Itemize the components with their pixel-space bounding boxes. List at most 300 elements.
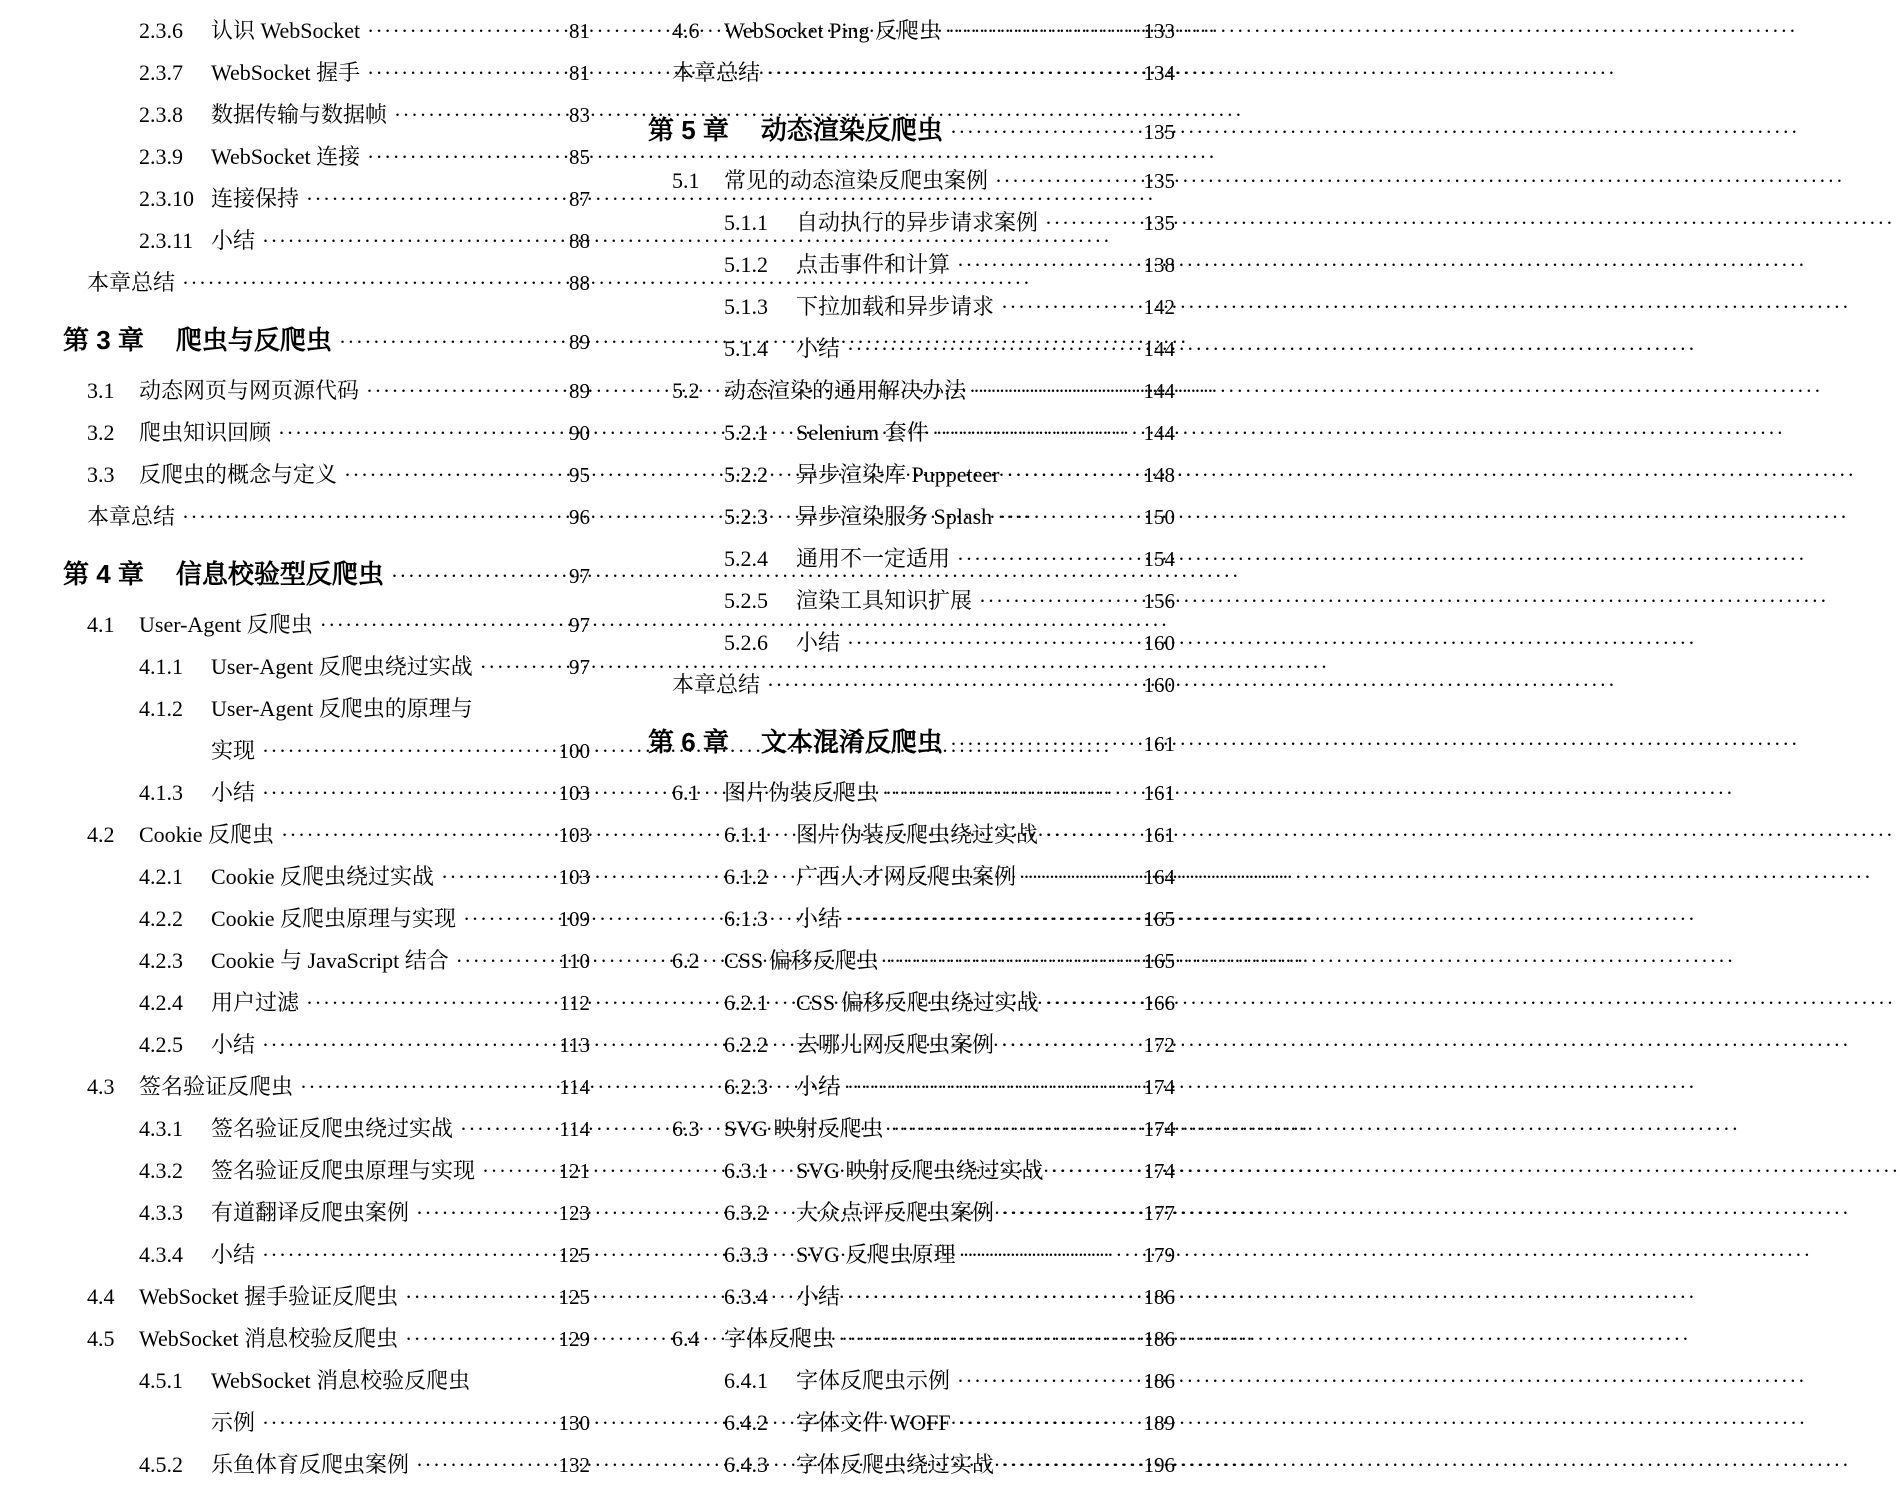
entry-title: 小结: [211, 1242, 256, 1267]
dot-leader: [1001, 1024, 1138, 1066]
dot-leader: [1006, 454, 1138, 496]
entry-title: 动态渲染反爬虫: [760, 115, 943, 145]
page-number: 150: [1143, 505, 1175, 529]
entry-title: 去哪儿网反爬虫案例: [796, 1032, 995, 1057]
page-number: 179: [1143, 1243, 1175, 1267]
entry-title: 小结: [211, 228, 256, 253]
entry-title: 渲染工具知识扩展: [796, 588, 973, 613]
entry-title: 异步渲染库 Puppeteer: [796, 462, 1000, 487]
toc-entry: [63, 546, 590, 602]
dot-leader: [320, 604, 564, 646]
entry-number: 4.1.2: [139, 696, 183, 721]
toc-entry: [63, 1444, 590, 1486]
page-number: 90: [569, 421, 590, 445]
entry-title: 字体反爬虫绕过实战: [796, 1452, 995, 1477]
toc-entry: [648, 496, 1175, 538]
entry-number: 4.6: [672, 18, 700, 43]
entry-title: User-Agent 反爬虫: [139, 612, 313, 637]
page-number: 174: [1143, 1117, 1175, 1141]
entry-number: 5.2.5: [724, 588, 768, 613]
entry-title: 本章总结: [87, 270, 176, 295]
page-number: 189: [1143, 1411, 1175, 1435]
page-number: 177: [1143, 1201, 1175, 1225]
entry-number: 第 4 章: [63, 559, 144, 589]
entry-title: SVG 映射反爬虫: [724, 1116, 884, 1141]
entry-title: Selenium 套件: [796, 420, 929, 445]
dot-leader: [482, 1150, 553, 1192]
dot-leader: [841, 1318, 1138, 1360]
page-number: 87: [569, 187, 590, 211]
entry-title: 乐鱼体育反爬虫案例: [211, 1452, 410, 1477]
page-number: 103: [558, 781, 590, 805]
toc-entry: [648, 1360, 1175, 1402]
toc-entry: [63, 1024, 590, 1066]
dot-leader: [405, 1276, 553, 1318]
entry-number: 4.2: [87, 822, 115, 847]
entry-title: 下拉加载和异步请求: [796, 294, 995, 319]
dot-leader: [262, 1234, 553, 1276]
entry-title: 动态网页与网页源代码: [139, 378, 360, 403]
toc-entry: [63, 1318, 590, 1360]
page-number: 142: [1143, 295, 1175, 319]
dot-leader: [995, 160, 1138, 202]
entry-number: 4.2.4: [139, 990, 183, 1015]
toc-entry: [63, 412, 590, 454]
entry-title: 小结: [211, 780, 256, 805]
entry-title: 数据传输与数据帧: [211, 102, 388, 127]
page-number: 144: [1143, 421, 1175, 445]
dot-leader: [456, 940, 555, 982]
toc-entry: [648, 622, 1175, 664]
toc-entry: [63, 1276, 590, 1318]
entry-number: 6.1: [672, 780, 700, 805]
page-number: 135: [1143, 169, 1175, 193]
entry-number: 6.3.1: [724, 1158, 768, 1183]
toc-entry: [648, 982, 1175, 1024]
entry-number: 6.2: [672, 948, 700, 973]
dot-leader: [278, 412, 564, 454]
dot-leader: [1023, 856, 1138, 898]
entry-number: 2.3.11: [139, 228, 194, 253]
entry-number: 4.2.2: [139, 906, 183, 931]
page-number: 164: [1143, 865, 1175, 889]
entry-number: 5.2.6: [724, 630, 768, 655]
toc-entry: [648, 814, 1175, 856]
page-number: 174: [1143, 1075, 1175, 1099]
toc-entry: [648, 664, 1175, 706]
page-number: 114: [559, 1117, 590, 1141]
page-number: 160: [1143, 631, 1175, 655]
entry-number: 2.3.6: [139, 18, 183, 43]
toc-entry: [648, 1150, 1175, 1192]
toc-entry: [648, 160, 1175, 202]
toc-entry: [648, 538, 1175, 580]
toc-entry: [63, 688, 590, 730]
entry-number: 5.1.1: [724, 210, 768, 235]
entry-number: 4.1.3: [139, 780, 183, 805]
page-number: 144: [1143, 379, 1175, 403]
entry-number: 4.5: [87, 1326, 115, 1351]
page-number: 125: [558, 1285, 590, 1309]
entry-title: 自动执行的异步请求案例: [796, 210, 1039, 235]
entry-title: 小结: [796, 1284, 841, 1309]
entry-title: 用户过滤: [211, 990, 300, 1015]
dot-leader: [394, 94, 564, 136]
toc-entry: [648, 1024, 1175, 1066]
entry-number: 4.2.5: [139, 1032, 183, 1057]
toc-entry: [63, 312, 590, 368]
entry-number: 6.2.2: [724, 1032, 768, 1057]
entry-title: 爬虫与反爬虫: [175, 325, 332, 355]
toc-entry: [63, 604, 590, 646]
entry-number: 4.3: [87, 1074, 115, 1099]
dot-leader: [847, 1066, 1138, 1108]
entry-number: 6.2.1: [724, 990, 768, 1015]
entry-title: 实现: [211, 738, 256, 763]
toc-entry: [648, 940, 1175, 982]
toc-entry: [648, 1318, 1175, 1360]
dot-leader: [441, 856, 553, 898]
entry-number: 4.3.3: [139, 1200, 183, 1225]
entry-title: SVG 反爬虫原理: [796, 1242, 956, 1267]
page-number: 135: [1143, 120, 1175, 144]
page-number: 88: [569, 271, 590, 295]
dot-leader: [847, 622, 1138, 664]
toc-entry: [648, 286, 1175, 328]
page-number: 97: [569, 564, 590, 588]
entry-number: 6.1.2: [724, 864, 768, 889]
toc-entry: [63, 220, 590, 262]
dot-leader: [963, 1234, 1139, 1276]
dot-leader: [950, 714, 1139, 772]
toc-entry: [648, 244, 1175, 286]
page-number: 134: [1143, 61, 1175, 85]
toc-entry: [648, 1108, 1175, 1150]
dot-leader: [339, 312, 564, 370]
dot-leader: [885, 772, 1138, 814]
entry-title: 小结: [796, 906, 841, 931]
dot-leader: [262, 772, 553, 814]
page-number: 132: [558, 1453, 590, 1477]
entry-number: 2.3.7: [139, 60, 183, 85]
entry-number: 6.4.2: [724, 1410, 768, 1435]
toc-entry: [648, 580, 1175, 622]
entry-number: 3.1: [87, 378, 115, 403]
toc-entry: [63, 1234, 590, 1276]
page-number: 154: [1143, 547, 1175, 571]
toc-entry: [63, 730, 590, 772]
entry-title: 字体反爬虫示例: [796, 1368, 951, 1393]
entry-number: 5.1.4: [724, 336, 768, 361]
toc-entry: [63, 1402, 590, 1444]
entry-number: 4.3.1: [139, 1116, 183, 1141]
entry-title: 反爬虫的概念与定义: [139, 462, 338, 487]
entry-number: 4.5.2: [139, 1452, 183, 1477]
page-number: 196: [1143, 1453, 1175, 1477]
entry-number: 6.4: [672, 1326, 700, 1351]
entry-number: 4.3.4: [139, 1242, 183, 1267]
dot-leader: [1051, 1150, 1139, 1192]
toc-entry: [648, 1066, 1175, 1108]
dot-leader: [886, 940, 1139, 982]
page-number: 186: [1143, 1369, 1175, 1393]
toc-entry: [63, 646, 590, 688]
entry-title: 图片伪装反爬虫绕过实战: [796, 822, 1039, 847]
entry-title: Cookie 反爬虫绕过实战: [211, 864, 435, 889]
dot-leader: [950, 102, 1139, 160]
dot-leader: [891, 1108, 1139, 1150]
dot-leader: [182, 262, 564, 304]
toc-entry: [63, 772, 590, 814]
dot-leader: [480, 646, 564, 688]
page-number: 133: [1143, 19, 1175, 43]
entry-number: 5.2.2: [724, 462, 768, 487]
dot-leader: [948, 10, 1139, 52]
toc-entry: [648, 1234, 1175, 1276]
dot-leader: [391, 546, 564, 604]
entry-number: 5.2: [672, 378, 700, 403]
toc-entry: [63, 370, 590, 412]
toc-entry: [63, 898, 590, 940]
toc-entry: [63, 94, 590, 136]
dot-leader: [416, 1444, 553, 1486]
entry-number: 第 3 章: [63, 325, 144, 355]
toc-entry: [648, 1444, 1175, 1486]
page-number: 130: [558, 1411, 590, 1435]
entry-number: 6.4.1: [724, 1368, 768, 1393]
toc-entry: [648, 772, 1175, 814]
entry-title: Cookie 反爬虫: [139, 822, 275, 847]
entry-number: 4.3.2: [139, 1158, 183, 1183]
dot-leader: [847, 898, 1138, 940]
dot-leader: [767, 52, 1138, 94]
entry-title: 小结: [796, 1074, 841, 1099]
entry-title: 连接保持: [211, 186, 300, 211]
toc-entry: [648, 714, 1175, 770]
entry-title: 本章总结: [672, 672, 761, 697]
entry-title: 小结: [796, 630, 841, 655]
page-number: 103: [558, 865, 590, 889]
dot-leader: [300, 1066, 554, 1108]
dot-leader: [366, 370, 564, 412]
page-number: 161: [1143, 781, 1175, 805]
page-number: 129: [558, 1327, 590, 1351]
page-number: 96: [569, 505, 590, 529]
entry-title: 大众点评反爬虫案例: [796, 1200, 995, 1225]
dot-leader: [262, 1024, 554, 1066]
page-number: 138: [1143, 253, 1175, 277]
entry-title: 小结: [211, 1032, 256, 1057]
toc-entry: [648, 52, 1175, 94]
dot-leader: [936, 412, 1139, 454]
dot-leader: [767, 664, 1138, 706]
page-number: 161: [1143, 823, 1175, 847]
page-number: 97: [569, 655, 590, 679]
toc-entry: [648, 856, 1175, 898]
entry-number: 6.1.3: [724, 906, 768, 931]
entry-number: 4.4: [87, 1284, 115, 1309]
entry-number: 2.3.9: [139, 144, 183, 169]
toc-entry: [63, 52, 590, 94]
page-number: 125: [558, 1243, 590, 1267]
entry-number: 6.3: [672, 1116, 700, 1141]
dot-leader: [344, 454, 564, 496]
dot-leader: [979, 580, 1138, 622]
entry-title: 认识 WebSocket: [211, 18, 361, 43]
dot-leader: [367, 52, 564, 94]
toc-column-right: [648, 10, 1175, 1477]
entry-number: 6.3.4: [724, 1284, 768, 1309]
toc-entry: [63, 1108, 590, 1150]
toc-entry: [63, 10, 590, 52]
entry-number: 2.3.8: [139, 102, 183, 127]
page-number: 172: [1143, 1033, 1175, 1057]
page-number: 160: [1143, 673, 1175, 697]
dot-leader: [1045, 814, 1138, 856]
dot-leader: [847, 328, 1138, 370]
entry-title: 点击事件和计算: [796, 252, 951, 277]
page-number: 114: [559, 1075, 590, 1099]
toc-entry: [63, 136, 590, 178]
entry-title: WebSocket 消息校验反爬虫: [211, 1368, 471, 1393]
entry-title: 通用不一定适用: [796, 546, 951, 571]
page-number: 89: [569, 379, 590, 403]
toc-entry: [63, 940, 590, 982]
toc-entry: [63, 1192, 590, 1234]
page-number: 161: [1143, 732, 1175, 756]
entry-title: WebSocket 握手: [211, 60, 361, 85]
page-number: 97: [569, 613, 590, 637]
dot-leader: [182, 496, 564, 538]
entry-title: SVG 映射反爬虫绕过实战: [796, 1158, 1044, 1183]
toc-entry: [63, 1066, 590, 1108]
dot-leader: [1046, 982, 1139, 1024]
entry-number: 4.1.1: [139, 654, 183, 679]
page-number: 135: [1143, 211, 1175, 235]
page-number: 186: [1143, 1285, 1175, 1309]
dot-leader: [262, 730, 553, 772]
page-number: 81: [569, 61, 590, 85]
toc-entry: [648, 898, 1175, 940]
dot-leader: [306, 982, 554, 1024]
entry-title: 常见的动态渲染反爬虫案例: [724, 168, 989, 193]
page-number: 100: [558, 739, 590, 763]
entry-title: WebSocket Ping 反爬虫: [724, 18, 941, 43]
entry-number: 第 5 章: [648, 115, 729, 145]
entry-number: 5.1: [672, 168, 700, 193]
page-number: 95: [569, 463, 590, 487]
page-number: 121: [558, 1159, 590, 1183]
entry-title: 爬虫知识回顾: [139, 420, 272, 445]
entry-title: 广西人才网反爬虫案例: [796, 864, 1017, 889]
entry-number: 5.2.3: [724, 504, 768, 529]
dot-leader: [957, 1360, 1138, 1402]
toc-entry: [63, 856, 590, 898]
entry-number: 5.2.4: [724, 546, 768, 571]
page-number: 144: [1143, 337, 1175, 361]
dot-leader: [1045, 202, 1138, 244]
toc-entry: [648, 1402, 1175, 1444]
dot-leader: [367, 136, 564, 178]
dot-leader: [405, 1318, 553, 1360]
entry-title: 签名验证反爬虫原理与实现: [211, 1158, 476, 1183]
entry-title: CSS 偏移反爬虫: [724, 948, 879, 973]
entry-title: Cookie 与 JavaScript 结合: [211, 948, 449, 973]
toc-entry: [63, 1360, 590, 1402]
toc-entry: [63, 454, 590, 496]
page-number: 148: [1143, 463, 1175, 487]
entry-title: 图片伪装反爬虫: [724, 780, 879, 805]
page-number: 88: [569, 229, 590, 253]
toc-entry: [63, 262, 590, 304]
entry-number: 4.2.3: [139, 948, 183, 973]
entry-number: 6.3.2: [724, 1200, 768, 1225]
entry-title: 签名验证反爬虫: [139, 1074, 294, 1099]
entry-number: 5.2.1: [724, 420, 768, 445]
dot-leader: [847, 1276, 1138, 1318]
entry-number: 2.3.10: [139, 186, 194, 211]
entry-title: WebSocket 消息校验反爬虫: [139, 1326, 399, 1351]
page-number: 166: [1143, 991, 1175, 1015]
entry-number: 第 6 章: [648, 727, 729, 757]
dot-leader: [306, 178, 564, 220]
entry-number: 3.3: [87, 462, 115, 487]
entry-title: 字体文件 WOFF: [796, 1410, 951, 1435]
toc-entry: [648, 370, 1175, 412]
toc-entry: [648, 102, 1175, 158]
dot-leader: [1001, 1192, 1138, 1234]
entry-number: 5.1.2: [724, 252, 768, 277]
dot-leader: [957, 538, 1138, 580]
toc-entry: [648, 1192, 1175, 1234]
dot-leader: [463, 898, 553, 940]
page-number: 110: [559, 949, 590, 973]
dot-leader: [460, 1108, 554, 1150]
toc-entry: [648, 10, 1175, 52]
page-number: 81: [569, 19, 590, 43]
entry-number: 6.1.1: [724, 822, 768, 847]
page-number: 109: [558, 907, 590, 931]
toc-entry: [648, 202, 1175, 244]
entry-title: CSS 偏移反爬虫绕过实战: [796, 990, 1039, 1015]
entry-title: 信息校验型反爬虫: [175, 559, 384, 589]
dot-leader: [416, 1192, 553, 1234]
page-number: 186: [1143, 1327, 1175, 1351]
dot-leader: [281, 814, 553, 856]
entry-title: 文本混淆反爬虫: [760, 727, 943, 757]
dot-leader: [262, 1402, 553, 1444]
toc-entry: [63, 1150, 590, 1192]
entry-title: 本章总结: [87, 504, 176, 529]
entry-number: 4.1: [87, 612, 115, 637]
page-number: 112: [559, 991, 590, 1015]
entry-title: 示例: [211, 1410, 256, 1435]
entry-title: Cookie 反爬虫原理与实现: [211, 906, 457, 931]
dot-leader: [999, 496, 1138, 538]
toc-entry: [63, 496, 590, 538]
toc-entry: [63, 178, 590, 220]
entry-number: 6.3.3: [724, 1242, 768, 1267]
page-number: 113: [559, 1033, 590, 1057]
dot-leader: [973, 370, 1138, 412]
page-number: 85: [569, 145, 590, 169]
entry-title: 小结: [796, 336, 841, 361]
dot-leader: [1001, 286, 1138, 328]
entry-number: 3.2: [87, 420, 115, 445]
toc-entry: [648, 1276, 1175, 1318]
dot-leader: [367, 10, 564, 52]
dot-leader: [1001, 1444, 1138, 1486]
